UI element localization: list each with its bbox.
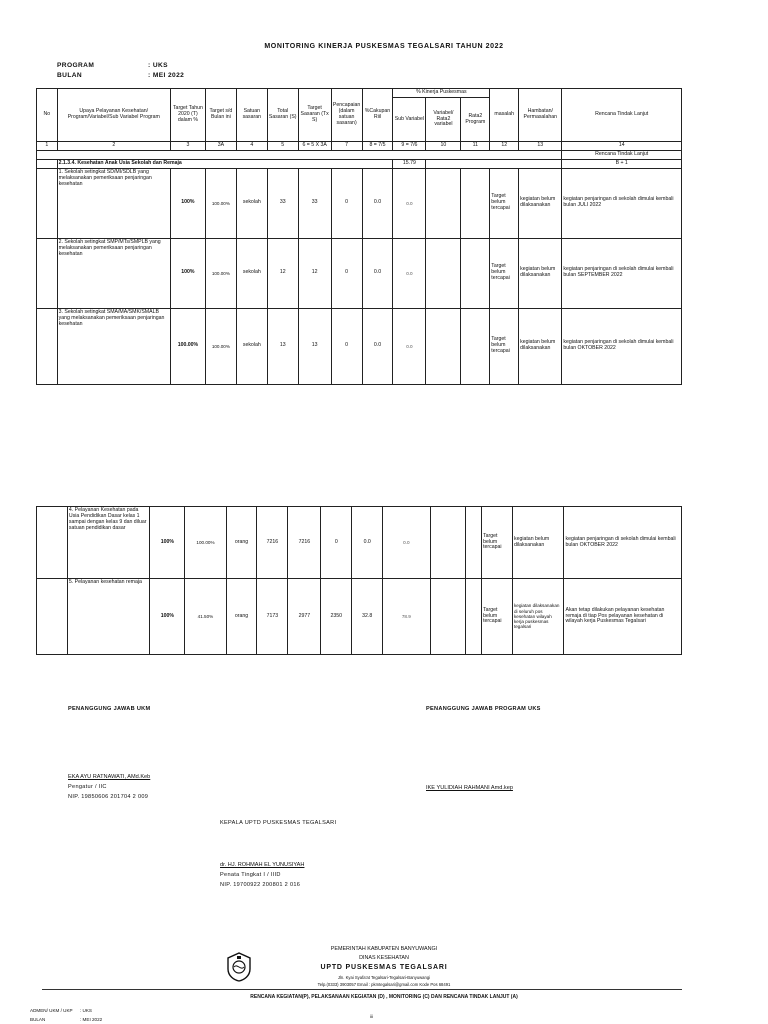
blank-cell xyxy=(426,168,461,238)
monitoring-table-continued xyxy=(36,506,682,655)
section-sub-value: 15.79 xyxy=(393,159,426,168)
col-total: Total Sasaran (S) xyxy=(267,89,298,142)
kepala-title: KEPALA UPTD PUSKESMAS TEGALSARI xyxy=(220,820,337,826)
col-sub-variabel: Sub Variabel xyxy=(393,98,426,142)
blank-cell xyxy=(461,308,490,384)
numbering-row xyxy=(37,142,682,151)
row-cakupan: 0.0 xyxy=(362,308,393,384)
letterhead-line-4: Jln. Kyai Syafa'at Tegalsari-Tegalsari-Banyuwangi xyxy=(337,975,431,980)
footer-code-label: ADMEN/ UKM / UKP xyxy=(30,1008,73,1013)
num-cell: 2 xyxy=(57,142,170,151)
program-signatory-name: IKE YULIDIAH RAHMANI Amd.kep xyxy=(426,785,513,791)
row-rtl: kegiatan penjaringan di sekolah dimulai kembali bulan JULI 2022 xyxy=(562,168,682,238)
bulan-label: BULAN xyxy=(57,72,83,79)
blank-cell xyxy=(430,579,465,655)
letterhead-line-1: PEMERINTAH KABUPATEN BANYUWANGI xyxy=(330,946,438,952)
row-target: 100% xyxy=(150,507,185,579)
col-target: Target Tahun 2020 (T) dalam % xyxy=(170,89,205,142)
col-target-sd: Target s/d Bulan ini xyxy=(205,89,236,142)
ukm-signatory-rank: Pengatur / IIC xyxy=(68,784,107,790)
num-cell: 3 xyxy=(170,142,205,151)
row-total: 7216 xyxy=(257,507,288,579)
program-label: PROGRAM xyxy=(57,62,95,69)
num-cell: 11 xyxy=(461,142,490,151)
pj-program-label: PENANGGUNG JAWAB PROGRAM UKS xyxy=(426,706,541,712)
col-target-sasaran: Target Sasaran (Tx S) xyxy=(298,89,331,142)
blank-cell xyxy=(430,507,465,579)
num-cell: 10 xyxy=(426,142,461,151)
letterhead-line-3: UPTD PUSKESMAS TEGALSARI xyxy=(320,964,448,971)
row-satuan: sekolah xyxy=(236,238,267,308)
program-value: : UKS xyxy=(148,62,168,69)
footer-bulan-label: BULAN xyxy=(30,1017,46,1022)
row-target-sasaran: 12 xyxy=(298,238,331,308)
row-pencapaian: 0 xyxy=(331,168,362,238)
num-cell: 6 = 5 X 3A xyxy=(298,142,331,151)
row-target-sasaran: 7216 xyxy=(288,507,321,579)
row-rtl: kegiatan penjaringan di sekolah dimulai kembali bulan SEPTEMBER 2022 xyxy=(562,238,682,308)
footer-bulan-value: : MEI 2022 xyxy=(80,1017,103,1022)
row-masalah: Target belum tercapai xyxy=(490,168,519,238)
page-number: iii xyxy=(370,1014,374,1019)
row-pencapaian: 0 xyxy=(331,308,362,384)
footer-code-value: : UKS xyxy=(80,1008,92,1013)
row-no xyxy=(37,579,68,655)
num-cell: 5 xyxy=(267,142,298,151)
row-target: 100% xyxy=(150,579,185,655)
row-total: 13 xyxy=(267,308,298,384)
letterhead-line-5: Telp.(0333) 3903057 Email : pkmtegalsari@gmail.com Kode Pos 68491 xyxy=(317,982,451,987)
row-masalah: Target belum tercapai xyxy=(482,507,513,579)
row-target: 100.00% xyxy=(170,308,205,384)
row-cakupan: 0.0 xyxy=(352,507,383,579)
row-hambatan: kegiatan dilaksanakan di seluruh pos kesehatan wilayah kerja puskesmas tegalsari xyxy=(512,579,564,655)
row-target: 100% xyxy=(170,168,205,238)
row-target-sd: 100.00% xyxy=(185,507,226,579)
num-cell: 12 xyxy=(490,142,519,151)
row-no xyxy=(37,238,58,308)
row-hambatan: kegiatan belum dilaksanakan xyxy=(519,168,562,238)
row-masalah: Target belum tercapai xyxy=(482,579,513,655)
bulan-value: : MEI 2022 xyxy=(148,72,185,79)
row-target-sasaran: 13 xyxy=(298,308,331,384)
row-pencapaian: 0 xyxy=(321,507,352,579)
table-row xyxy=(37,308,682,384)
letterhead-rule xyxy=(42,989,682,990)
row-no xyxy=(37,308,58,384)
blank-cell xyxy=(37,159,58,168)
row-rtl: kegiatan penjaringan di sekolah dimulai kembali bulan OKTOBER 2022 xyxy=(564,507,682,579)
col-hambatan: Hambatan/ Permasalahan xyxy=(519,89,562,142)
num-cell: 7 xyxy=(331,142,362,151)
row-sub-value: 78.9 xyxy=(383,579,430,655)
row-text: 4. Pelayanan Kesehatan pada Usia Pendidikan Dasar kelas 1 sampai dengan kelas 9 dan diluar satuan pendidikan dasar xyxy=(67,507,149,579)
row-sub-value: 0.0 xyxy=(383,507,430,579)
section-label: 2.1.3.4. Kesehatan Anak Usia Sekolah dan Remaja xyxy=(57,159,393,168)
row-satuan: sekolah xyxy=(236,168,267,238)
row-target-sasaran: 2977 xyxy=(288,579,321,655)
row-cakupan: 0.0 xyxy=(362,168,393,238)
monitoring-table xyxy=(36,88,682,385)
row-no xyxy=(37,507,68,579)
blank-cell xyxy=(465,579,481,655)
row-hambatan: kegiatan belum dilaksanakan xyxy=(519,308,562,384)
table-row xyxy=(37,238,682,308)
pj-ukm-label: PENANGGUNG JAWAB UKM xyxy=(68,706,151,712)
col-kinerja-group: % Kinerja Puskesmas xyxy=(393,89,490,98)
row-satuan: orang xyxy=(226,579,257,655)
row-total: 12 xyxy=(267,238,298,308)
table-row xyxy=(37,579,682,655)
kepala-name: dr. HJ. ROHMAH EL YUNUSIYAH xyxy=(220,862,305,868)
num-cell: 4 xyxy=(236,142,267,151)
row-text: 3. Sekolah setingkat SMA/MA/SMK/SMALB yang melaksanakan pemeriksaan penjaringan kesehatan xyxy=(57,308,170,384)
blank-strip xyxy=(37,150,562,159)
rtl-subheader: Rencana Tindak Lanjut xyxy=(562,150,682,159)
num-cell: 9 = 7/6 xyxy=(393,142,426,151)
col-rtl: Rencana Tindak Lanjut xyxy=(562,89,682,142)
row-target: 100% xyxy=(170,238,205,308)
row-total: 33 xyxy=(267,168,298,238)
row-total: 7173 xyxy=(257,579,288,655)
row-sub-value: 0.0 xyxy=(393,238,426,308)
row-no xyxy=(37,168,58,238)
row-rtl: Akan tetap dilakukan pelayanan kesehatan remaja di tiap Pos pelayanan kesehatan di wilayah kerja Puskesmas Tegalsari xyxy=(564,579,682,655)
row-pencapaian: 2350 xyxy=(321,579,352,655)
row-masalah: Target belum tercapai xyxy=(490,308,519,384)
row-hambatan: kegiatan belum dilaksanakan xyxy=(519,238,562,308)
col-no: No xyxy=(37,89,58,142)
table-row xyxy=(37,168,682,238)
col-pencapaian: Pencapaian (dalam satuan sasaran) xyxy=(331,89,362,142)
num-cell: 8 = 7/5 xyxy=(362,142,393,151)
row-cakupan: 0.0 xyxy=(362,238,393,308)
blank-cell xyxy=(426,159,562,168)
col-masalah: masalah xyxy=(490,89,519,142)
num-cell: 13 xyxy=(519,142,562,151)
ukm-signatory-name: EKA AYU RATNAWATI, AMd.Keb xyxy=(68,774,151,780)
row-satuan: orang xyxy=(226,507,257,579)
blank-cell xyxy=(426,238,461,308)
row-hambatan: kegiatan belum dilaksanakan xyxy=(512,507,564,579)
col-cakupan: %Cakupan Riil xyxy=(362,89,393,142)
ukm-signatory-nip: NIP. 19850606 201704 2 009 xyxy=(68,794,149,800)
row-pencapaian: 0 xyxy=(331,238,362,308)
num-cell: 1 xyxy=(37,142,58,151)
row-target-sd: 100.00% xyxy=(205,238,236,308)
footer-caption: RENCANA KEGIATAN(P), PELAKSANAAN KEGIATAN (D) , MONITORING (C) DAN RENCANA TINDAK LANJUT (A) xyxy=(250,994,518,1000)
row-cakupan: 32.8 xyxy=(352,579,383,655)
row-text: 2. Sekolah setingkat SMP/MTs/SMPLB yang melaksanakan pemeriksaan penjaringan kesehatan xyxy=(57,238,170,308)
letterhead-line-2: DINAS KESEHATAN xyxy=(359,955,409,961)
col-upaya: Upaya Pelayanan Kesehatan/ Program/Variabel/Sub Variabel Program xyxy=(57,89,170,142)
blank-cell xyxy=(465,507,481,579)
blank-cell xyxy=(461,168,490,238)
col-satuan: Satuan sasaran xyxy=(236,89,267,142)
document-title: MONITORING KINERJA PUSKESMAS TEGALSARI TAHUN 2022 xyxy=(264,43,504,50)
row-masalah: Target belum tercapai xyxy=(490,238,519,308)
row-sub-value: 0.0 xyxy=(393,168,426,238)
row-target-sd: 100.00% xyxy=(205,168,236,238)
row-rtl: kegiatan penjaringan di sekolah dimulai kembali bulan OKTOBER 2022 xyxy=(562,308,682,384)
rtl-subheader-2: B + 1 xyxy=(562,159,682,168)
blank-cell xyxy=(461,238,490,308)
kepala-rank: Penata Tingkat I / IIID xyxy=(220,872,281,878)
row-target-sd: 100.00% xyxy=(205,308,236,384)
row-text: 5. Pelayanan kesehatan remaja xyxy=(67,579,149,655)
row-target-sasaran: 33 xyxy=(298,168,331,238)
num-cell: 14 xyxy=(562,142,682,151)
row-text: 1. Sekolah setingkat SD/MI/SDLB yang melaksanakan pemeriksaan penjaringan kesehatan xyxy=(57,168,170,238)
blank-cell xyxy=(426,308,461,384)
col-rata-program: Rata2 Program xyxy=(461,98,490,142)
num-cell: 3A xyxy=(205,142,236,151)
row-target-sd: 41.50% xyxy=(185,579,226,655)
col-variabel-rata: Variabel/ Rata2 variabel xyxy=(426,98,461,142)
row-sub-value: 0.0 xyxy=(393,308,426,384)
row-satuan: sekolah xyxy=(236,308,267,384)
kepala-nip: NIP. 19700922 200801 2 016 xyxy=(220,882,301,888)
table-row xyxy=(37,507,682,579)
